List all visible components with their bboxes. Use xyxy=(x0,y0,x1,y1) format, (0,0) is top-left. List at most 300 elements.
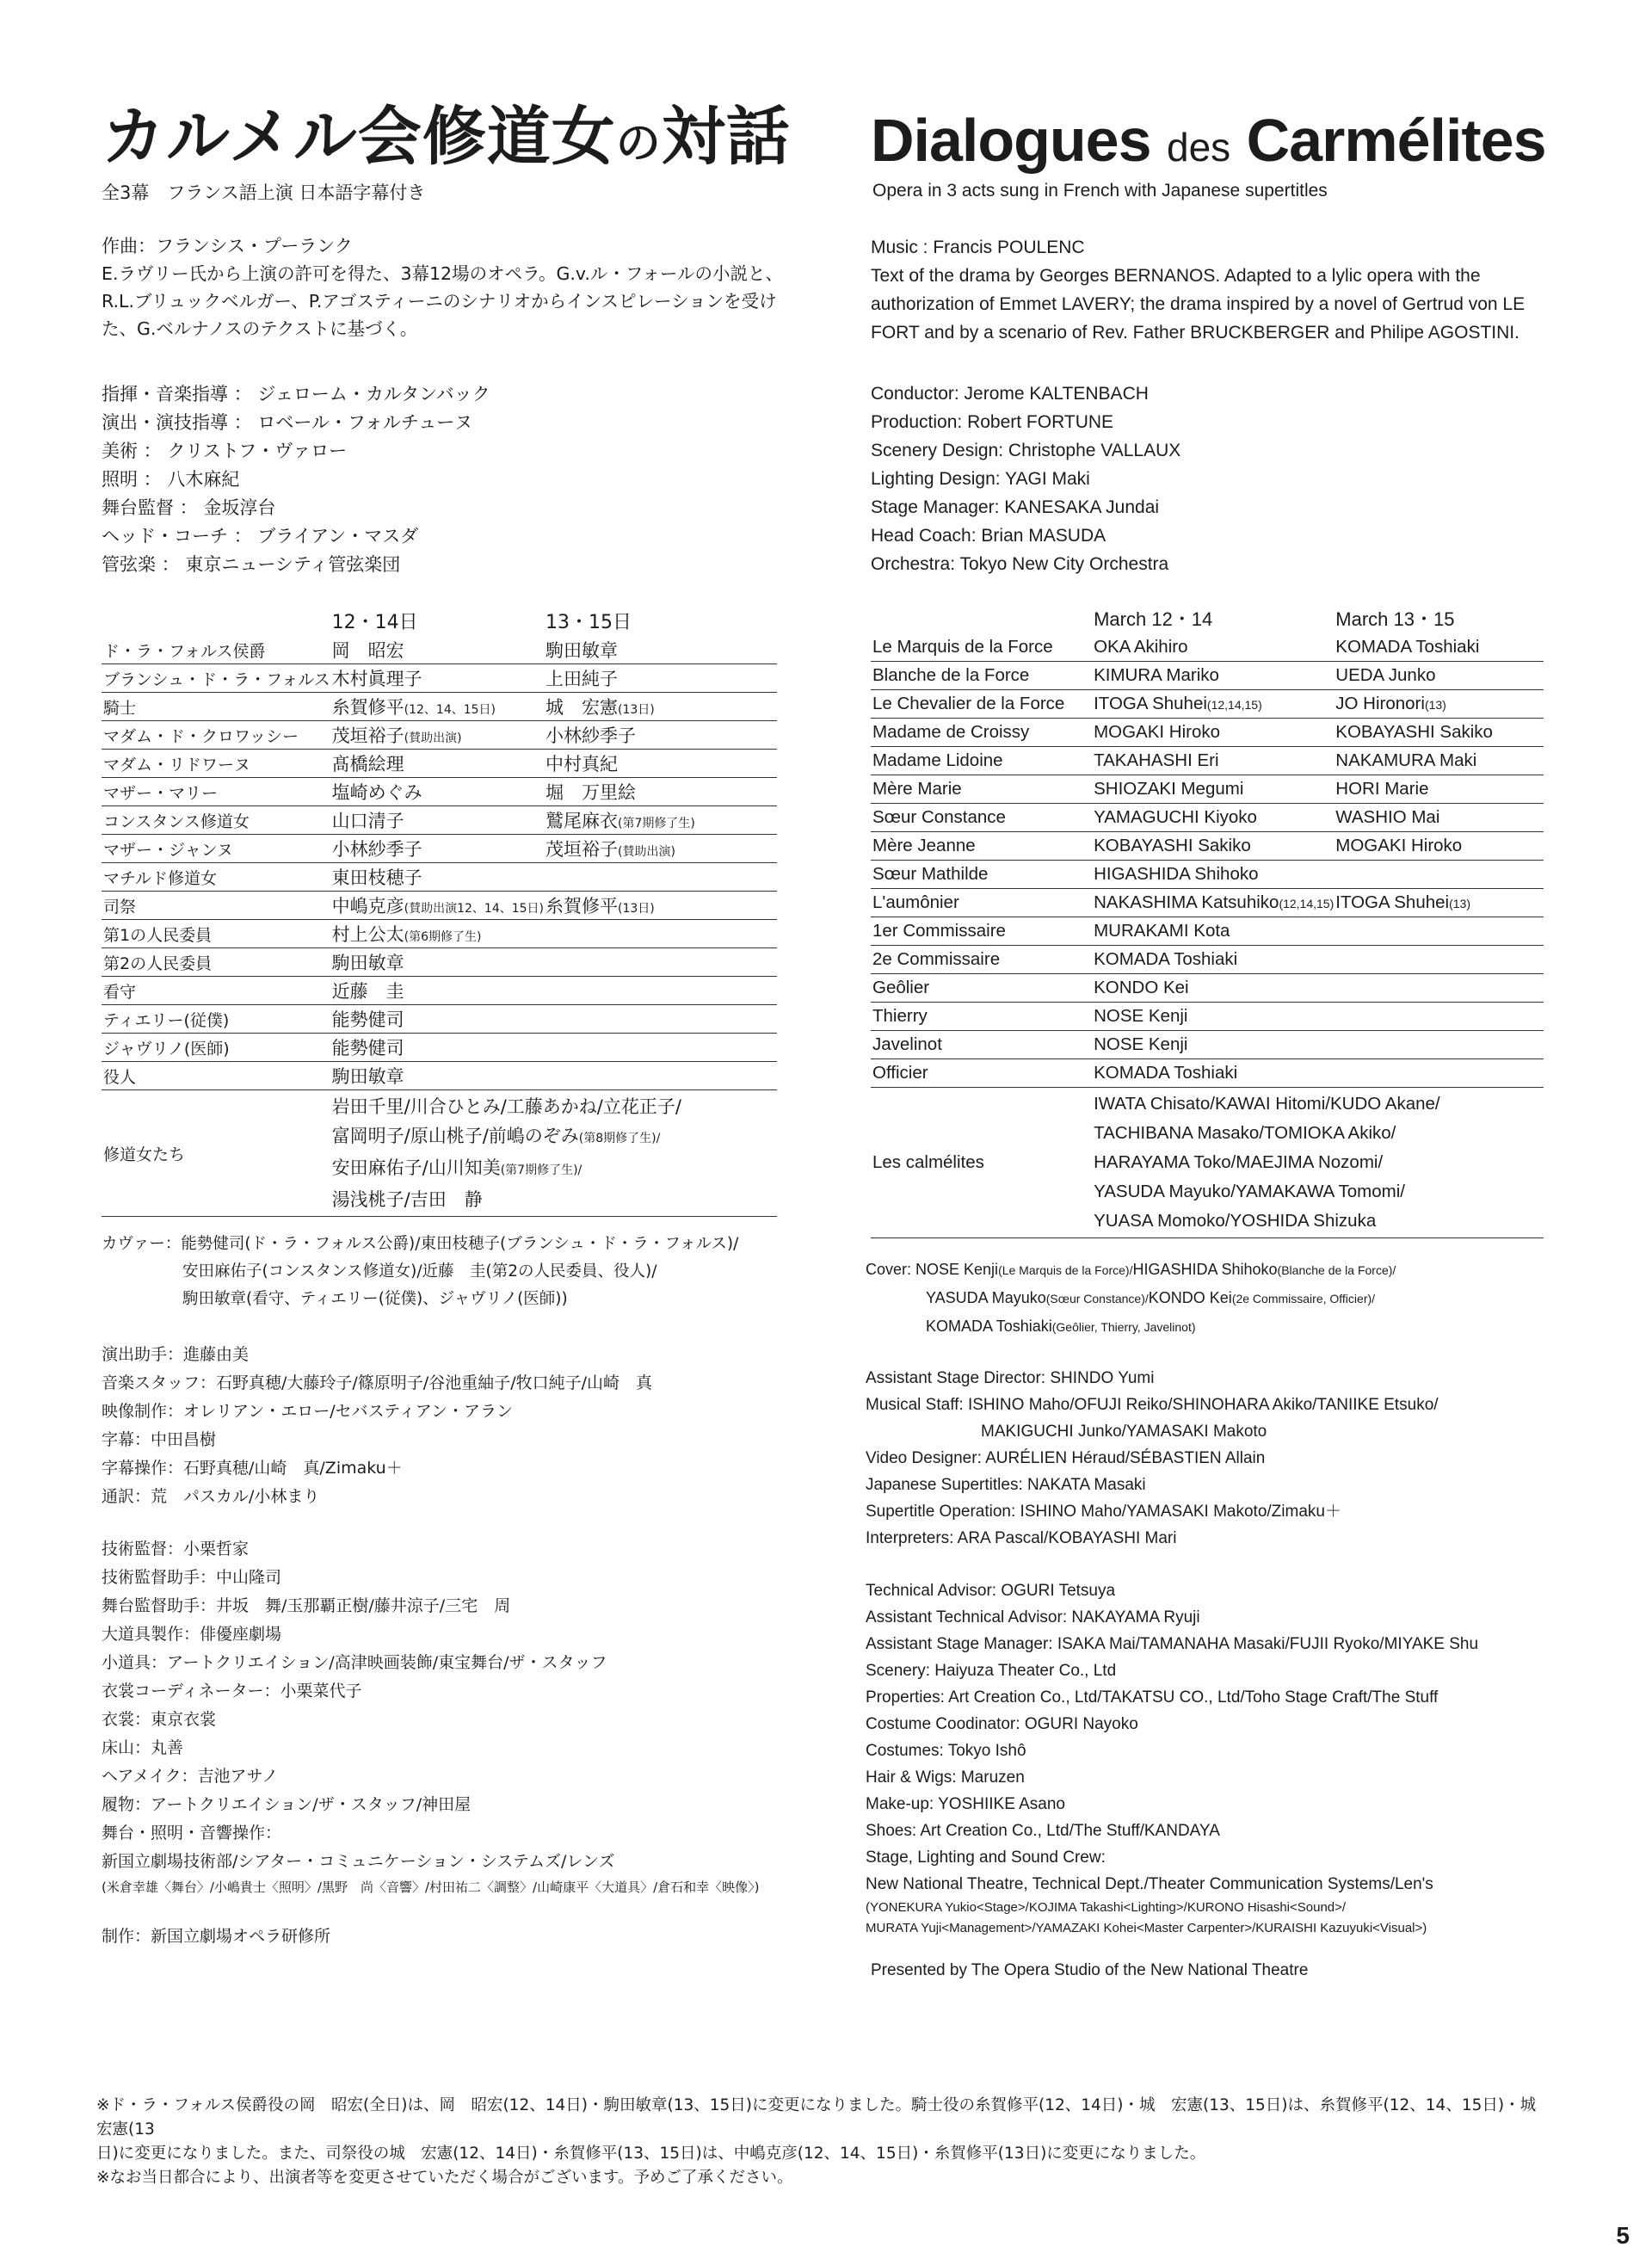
nun-line: YASUDA Mayuko/YAMAKAWA Tomomi/ xyxy=(1094,1182,1405,1201)
cast-header-cell: 13・15日 xyxy=(546,611,632,633)
staff-line: Lighting Design: YAGI Maki xyxy=(871,469,1090,489)
role-name: 第1の人民委員 xyxy=(102,920,330,948)
credit-line: 音楽スタッフ：石野真穂/大藤玲子/篠原明子/谷池重紬子/牧口純子/山崎 真 xyxy=(102,1373,653,1392)
singer-b xyxy=(544,835,777,863)
credit-line: 衣裳：東京衣裳 xyxy=(102,1710,217,1729)
cast-row xyxy=(102,1062,777,1090)
singer-name: 岡 昭宏 xyxy=(331,640,404,661)
credit-line: Japanese Supertitles: NAKATA Masaki xyxy=(866,1476,1146,1494)
credit-line: Video Designer: AURÉLIEN Héraud/SÉBASTIEN Allain xyxy=(866,1449,1266,1467)
credit-line: 通訳：荒 パスカル/小林まり xyxy=(102,1487,320,1506)
japanese-title xyxy=(102,100,791,174)
credit-line: MAKIGUCHI Junko/YAMASAKI Makoto xyxy=(981,1423,1267,1441)
singer-note: (賛助出演12、14、15日) xyxy=(404,902,545,916)
cast-row xyxy=(871,690,1544,719)
singer-a xyxy=(1092,662,1334,690)
singer-name: 中村真紀 xyxy=(546,754,619,775)
japanese-column xyxy=(102,232,790,1951)
nun-names: 湯浅桃子/吉田 静 xyxy=(331,1189,483,1210)
singer-note: (12,14,15) xyxy=(1279,897,1335,910)
credit-line: Musical Staff: ISHINO Maho/OFUJI Reiko/SHINOHARA Akiko/TANIIKE Etsuko/ xyxy=(866,1396,1439,1414)
cover-list xyxy=(102,1231,790,1313)
nun-line xyxy=(332,1121,777,1153)
credit-line: New National Theatre, Technical Dept./Theater Communication Systems/Len's xyxy=(866,1875,1433,1893)
technical-credits-en xyxy=(866,1577,1550,1898)
nuns-row xyxy=(871,1088,1544,1238)
singer-b xyxy=(1334,775,1544,804)
nuns-list xyxy=(330,1090,777,1217)
singer-a xyxy=(330,863,544,892)
singer-a xyxy=(1092,1059,1334,1088)
singer-a xyxy=(1092,690,1334,719)
production-credit: 制作：新国立劇場オペラ研修所 xyxy=(102,1927,331,1946)
staff-list xyxy=(102,380,790,579)
singer-b xyxy=(1334,1003,1544,1031)
singer-b xyxy=(544,920,777,948)
nun-note: (第7期修了生)/ xyxy=(500,1163,583,1177)
singer-name: 上田純子 xyxy=(546,669,619,689)
origin-text-en: Text of the drama by Georges BERNANOS. Adapted to a lylic opera with the authorization of Emmet LAVERY; the drama inspired by a novel of Gertrud von LE FORT and by a scenario of Rev. Father BRUCKBERGER and Philipe AGOSTINI. xyxy=(871,266,1526,343)
singer-a xyxy=(1092,1003,1334,1031)
credits-list xyxy=(102,1341,790,1511)
credit-line: 舞台・照明・音響操作： xyxy=(102,1824,282,1842)
role-name: マザー・マリー xyxy=(102,778,330,806)
crew-line: (YONEKURA Yukio<Stage>/KOJIMA Takashi<Lighting>/KURONO Hisashi<Sound>/ xyxy=(866,1900,1347,1915)
cover-name: YASUDA Mayuko xyxy=(926,1289,1046,1306)
nun-names: 岩田千里/川合ひとみ/工藤あかね/立花正子/ xyxy=(331,1096,681,1117)
staff-line: Scenery Design: Christophe VALLAUX xyxy=(871,441,1181,460)
singer-note: (12、14、15日) xyxy=(404,703,496,717)
singer-name: 小林紗季子 xyxy=(546,725,637,746)
singer-name: WASHIO Mai xyxy=(1335,807,1440,827)
singer-note: (第6期修了生) xyxy=(404,930,482,944)
staff-line: 指揮・音楽指導 ： ジェローム・カルタンバック xyxy=(102,384,490,404)
cast-row xyxy=(102,892,777,920)
singer-name: KOMADA Toshiaki xyxy=(1094,1063,1238,1083)
cover-line xyxy=(866,1284,1550,1312)
singer-name: 能勢健司 xyxy=(331,1038,404,1059)
singer-name: 小林紗季子 xyxy=(331,839,422,860)
page-number: 5 xyxy=(1616,2222,1630,2249)
singer-b xyxy=(544,750,777,778)
credit-line: 新国立劇場技術部/シアター・コミュニケーション・システムズ/レンズ xyxy=(102,1852,615,1871)
title-end: 対話 xyxy=(661,100,791,174)
singer-note: (13) xyxy=(1449,897,1470,910)
english-column xyxy=(866,234,1550,1984)
singer-a xyxy=(330,1062,544,1090)
singer-a xyxy=(1092,1031,1334,1059)
role-name: Officier xyxy=(871,1059,1092,1088)
singer-b xyxy=(544,1062,777,1090)
cast-row xyxy=(102,977,777,1005)
credit-line: Costumes: Tokyo Ishô xyxy=(866,1742,1026,1760)
cast-row xyxy=(102,693,777,721)
singer-a xyxy=(1092,633,1334,662)
english-subtitle: Opera in 3 acts sung in French with Japanese supertitles xyxy=(872,181,1328,201)
staff-line: 舞台監督 ： 金坂淳台 xyxy=(102,497,276,518)
singer-b xyxy=(544,721,777,750)
singer-a xyxy=(1092,889,1334,917)
singer-a xyxy=(330,892,544,920)
role-name: ジャヴリノ(医師) xyxy=(102,1034,330,1062)
role-name: 騎士 xyxy=(102,693,330,721)
cover-role: (2e Commissaire, Officier)/ xyxy=(1231,1292,1376,1305)
cast-header-cell: March 12・14 xyxy=(1094,608,1213,630)
cover-role: (Sœur Constance)/ xyxy=(1045,1292,1149,1305)
singer-name: OKA Akihiro xyxy=(1094,637,1188,657)
role-name: マザー・ジャンヌ xyxy=(102,835,330,863)
role-name: 1er Commissaire xyxy=(871,917,1092,946)
cast-header-cell: March 13・15 xyxy=(1335,608,1455,630)
singer-a xyxy=(330,636,544,664)
singer-name: KONDO Kei xyxy=(1094,978,1189,997)
production-credit-en: Presented by The Opera Studio of the New National Theatre xyxy=(871,1961,1309,1979)
cast-row xyxy=(102,806,777,835)
cast-row xyxy=(102,750,777,778)
singer-note: (12,14,15) xyxy=(1206,698,1262,712)
credit-line: Assistant Stage Director: SHINDO Yumi xyxy=(866,1369,1155,1387)
singer-name: KOMADA Toshiaki xyxy=(1094,949,1238,969)
staff-line: Production: Robert FORTUNE xyxy=(871,412,1114,432)
singer-name: 糸賀修平 xyxy=(331,697,404,718)
cast-table-en xyxy=(871,602,1544,1238)
footnote-line: 日)に変更になりました。また、司祭役の城 宏憲(12、14日)・糸賀修平(13、15日)は、中嶋克彦(12、14、15日)・糸賀修平(13日)に変更になりました。 xyxy=(96,2145,1206,2163)
singer-name: 塩崎めぐみ xyxy=(331,782,422,803)
singer-b xyxy=(544,1005,777,1034)
singer-b xyxy=(544,948,777,977)
singer-name: 駒田敏章 xyxy=(331,1066,404,1087)
credit-line: Make-up: YOSHIIKE Asano xyxy=(866,1795,1065,1813)
role-name: 司祭 xyxy=(102,892,330,920)
role-name: ブランシュ・ド・ラ・フォルス xyxy=(102,664,330,693)
crew-line: MURATA Yuji<Management>/YAMAZAKI Kohei<Master Carpenter>/KURAISHI Kazuyuki<Visual>) xyxy=(866,1921,1427,1935)
cover-line xyxy=(866,1256,1550,1284)
singer-name: UEDA Junko xyxy=(1335,665,1436,685)
credit-line: 演出助手：進藤由美 xyxy=(102,1345,250,1364)
cast-row xyxy=(102,835,777,863)
cast-row xyxy=(871,804,1544,832)
singer-name: HIGASHIDA Shihoko xyxy=(1094,864,1259,884)
singer-a xyxy=(330,721,544,750)
singer-b xyxy=(1334,719,1544,747)
cast-row xyxy=(871,1031,1544,1059)
role-name: Mère Jeanne xyxy=(871,832,1092,861)
staff-line: Stage Manager: KANESAKA Jundai xyxy=(871,497,1160,517)
cover-line: 安田麻佑子(コンスタンス修道女)/近藤 圭(第2の人民委員、役人)/ xyxy=(182,1262,657,1281)
cast-row xyxy=(871,1059,1544,1088)
singer-note: (13日) xyxy=(618,703,655,717)
singer-b xyxy=(544,636,777,664)
credit-line: Assistant Stage Manager: ISAKA Mai/TAMANAHA Masaki/FUJII Ryoko/MIYAKE Shu xyxy=(866,1635,1479,1653)
japanese-subtitle: 全3幕 フランス語上演 日本語字幕付き xyxy=(102,182,426,203)
singer-note: (賛助出演) xyxy=(404,731,462,745)
singer-a xyxy=(1092,917,1334,946)
singer-b xyxy=(544,863,777,892)
role-name: ド・ラ・フォルス侯爵 xyxy=(102,636,330,664)
cast-row xyxy=(871,917,1544,946)
nun-line: HARAYAMA Toko/MAEJIMA Nozomi/ xyxy=(1094,1152,1384,1172)
singer-name: JO Hironori xyxy=(1335,694,1425,713)
singer-name: 近藤 圭 xyxy=(331,981,404,1002)
crew-names: (米倉幸雄〈舞台〉/小嶋貴士〈照明〉/黒野 尚〈音響〉/村田祐二〈調整〉/山崎康平〈大道具〉/倉石和幸〈映像〉) xyxy=(102,1879,760,1895)
credit-line: 大道具製作：俳優座劇場 xyxy=(102,1625,282,1644)
cover-line: 駒田敏章(看守、ティエリー(従僕)、ジャヴリノ(医師)) xyxy=(182,1290,568,1308)
singer-b xyxy=(1334,832,1544,861)
english-title xyxy=(871,107,1546,174)
cast-row xyxy=(871,662,1544,690)
credit-line: 小道具：アートクリエイション/高津映画装飾/東宝舞台/ザ・スタッフ xyxy=(102,1653,607,1672)
role-name: Mère Marie xyxy=(871,775,1092,804)
cast-row xyxy=(871,889,1544,917)
cover-name: HIGASHIDA Shihoko xyxy=(1132,1261,1278,1278)
staff-line: 演出・演技指導 ： ロベール・フォルチューヌ xyxy=(102,412,473,433)
composer: 作曲：フランシス・プーランク xyxy=(102,236,353,256)
singer-a xyxy=(330,693,544,721)
cast-row xyxy=(102,721,777,750)
singer-name: KOMADA Toshiaki xyxy=(1335,637,1480,657)
title-c: Carmélites xyxy=(1246,107,1546,174)
credit-line: 床山：丸善 xyxy=(102,1738,184,1757)
role-name: 役人 xyxy=(102,1062,330,1090)
singer-a xyxy=(330,1005,544,1034)
singer-name: KIMURA Mariko xyxy=(1094,665,1219,685)
singer-a xyxy=(330,664,544,693)
cover-line: カヴァー：能勢健司(ド・ラ・フォルス公爵)/東田枝穂子(ブランシュ・ド・ラ・フォルス)/ xyxy=(102,1235,739,1253)
role-name: マダム・リドワーヌ xyxy=(102,750,330,778)
title-main: カルメル会修道女 xyxy=(102,100,616,174)
role-name: Le Marquis de la Force xyxy=(871,633,1092,662)
cast-row xyxy=(102,778,777,806)
staff-line: 管弦楽 ： 東京ニューシティ管弦楽団 xyxy=(102,554,401,575)
title-particle: の xyxy=(615,118,662,170)
cover-role: (Le Marquis de la Force)/ xyxy=(998,1263,1133,1277)
cast-row xyxy=(871,832,1544,861)
role-name: 看守 xyxy=(102,977,330,1005)
credit-line: 履物：アートクリエイション/ザ・スタッフ/神田屋 xyxy=(102,1795,472,1814)
singer-name: ITOGA Shuhei xyxy=(1335,892,1450,912)
role-name: Thierry xyxy=(871,1003,1092,1031)
singer-a xyxy=(1092,832,1334,861)
nun-note: (第8期修了生)/ xyxy=(578,1132,661,1145)
singer-name: NAKASHIMA Katsuhiko xyxy=(1094,892,1279,912)
credit-line: 技術監督：小栗哲家 xyxy=(102,1540,250,1558)
singer-a xyxy=(1092,719,1334,747)
cover-role: (Blanche de la Force)/ xyxy=(1277,1263,1396,1277)
cast-row xyxy=(102,636,777,664)
singer-a xyxy=(330,948,544,977)
role-name: Les calmélites xyxy=(871,1088,1092,1238)
singer-a xyxy=(330,977,544,1005)
singer-b xyxy=(544,693,777,721)
staff-line: Conductor: Jerome KALTENBACH xyxy=(871,384,1149,404)
credit-line: Technical Advisor: OGURI Tetsuya xyxy=(866,1582,1116,1600)
title-a: Dialogues xyxy=(871,107,1151,174)
role-name: 2e Commissaire xyxy=(871,946,1092,974)
singer-name: 能勢健司 xyxy=(331,1009,404,1030)
cast-row xyxy=(102,1005,777,1034)
role-name: コンスタンス修道女 xyxy=(102,806,330,835)
singer-name: NOSE Kenji xyxy=(1094,1034,1188,1054)
staff-line: 美術 ： クリストフ・ヴァロー xyxy=(102,441,348,461)
cover-role: (Geôlier, Thierry, Javelinot) xyxy=(1051,1320,1196,1334)
cast-row xyxy=(871,974,1544,1003)
cast-header-row xyxy=(871,602,1544,633)
cast-row xyxy=(102,920,777,948)
role-name: Javelinot xyxy=(871,1031,1092,1059)
singer-name: HORI Marie xyxy=(1335,779,1429,799)
role-name: Geôlier xyxy=(871,974,1092,1003)
credits-list-en xyxy=(866,1365,1550,1552)
role-name: Le Chevalier de la Force xyxy=(871,690,1092,719)
staff-line: 照明 ： 八木麻紀 xyxy=(102,469,240,490)
singer-name: 駒田敏章 xyxy=(331,953,404,973)
footnote-line: ※なお当日都合により、出演者等を変更させていただく場合がございます。予めご了承ください。 xyxy=(96,2169,793,2187)
singer-name: TAKAHASHI Eri xyxy=(1094,750,1219,770)
role-name: Madame de Croissy xyxy=(871,719,1092,747)
singer-name: 糸賀修平 xyxy=(546,896,619,917)
cast-row xyxy=(871,946,1544,974)
credit-line: Assistant Technical Advisor: NAKAYAMA Ryuji xyxy=(866,1608,1200,1626)
staff-line: Orchestra: Tokyo New City Orchestra xyxy=(871,554,1169,574)
credit-line: ヘアメイク：吉池アサノ xyxy=(102,1767,279,1786)
singer-name: 髙橋絵理 xyxy=(331,754,404,775)
credit-line: 舞台監督助手：井坂 舞/玉那覇正樹/藤井涼子/三宅 周 xyxy=(102,1596,511,1615)
cast-row xyxy=(871,747,1544,775)
singer-b xyxy=(1334,633,1544,662)
singer-name: 木村眞理子 xyxy=(331,669,422,689)
singer-name: KOBAYASHI Sakiko xyxy=(1335,722,1493,742)
singer-name: SHIOZAKI Megumi xyxy=(1094,779,1244,799)
crew-names-en xyxy=(866,1898,1550,1939)
cast-row xyxy=(102,664,777,693)
singer-name: NOSE Kenji xyxy=(1094,1006,1188,1026)
credit-line: Interpreters: ARA Pascal/KOBAYASHI Mari xyxy=(866,1529,1177,1547)
singer-b xyxy=(1334,1031,1544,1059)
role-name: Sœur Mathilde xyxy=(871,861,1092,889)
role-name: 第2の人民委員 xyxy=(102,948,330,977)
cast-row xyxy=(102,863,777,892)
cast-row xyxy=(871,861,1544,889)
role-name: Madame Lidoine xyxy=(871,747,1092,775)
cast-header-cell xyxy=(102,605,330,636)
cover-name: KONDO Kei xyxy=(1148,1289,1232,1306)
cast-table xyxy=(102,605,777,1217)
credit-line: Scenery: Haiyuza Theater Co., Ltd xyxy=(866,1662,1117,1680)
singer-name: KOBAYASHI Sakiko xyxy=(1094,836,1251,855)
singer-name: YAMAGUCHI Kiyoko xyxy=(1094,807,1257,827)
role-name: Sœur Constance xyxy=(871,804,1092,832)
singer-a xyxy=(330,778,544,806)
role-name: マチルド修道女 xyxy=(102,863,330,892)
singer-name: ITOGA Shuhei xyxy=(1094,694,1207,713)
singer-b xyxy=(544,806,777,835)
singer-name: 鷲尾麻衣 xyxy=(546,811,619,831)
cover-name: KOMADA Toshiaki xyxy=(926,1318,1052,1335)
credit-line: Stage, Lighting and Sound Crew: xyxy=(866,1849,1106,1867)
music-credit: Music : Francis POULENC xyxy=(871,238,1085,257)
credit-line: Properties: Art Creation Co., Ltd/TAKATSU CO., Ltd/Toho Stage Craft/The Stuff xyxy=(866,1688,1439,1707)
role-name: Blanche de la Force xyxy=(871,662,1092,690)
singer-a xyxy=(330,806,544,835)
singer-name: 東田枝穂子 xyxy=(331,867,422,888)
singer-b xyxy=(1334,917,1544,946)
singer-note: (13日) xyxy=(618,902,655,916)
singer-a xyxy=(1092,804,1334,832)
nun-names: 富岡明子/原山桃子/前嶋のぞみ xyxy=(331,1126,579,1146)
title-b: des xyxy=(1166,125,1231,170)
singer-b xyxy=(544,1034,777,1062)
singer-a xyxy=(330,750,544,778)
singer-b xyxy=(1334,747,1544,775)
singer-a xyxy=(330,835,544,863)
cast-row xyxy=(102,948,777,977)
credit-line: 技術監督助手：中山隆司 xyxy=(102,1568,282,1587)
singer-a xyxy=(330,920,544,948)
nun-line xyxy=(332,1185,777,1214)
singer-name: 村上公太 xyxy=(331,924,404,945)
singer-b xyxy=(544,778,777,806)
cast-row xyxy=(871,633,1544,662)
cast-row xyxy=(871,719,1544,747)
singer-b xyxy=(544,892,777,920)
cover-line xyxy=(866,1312,1550,1341)
credit-line: 字幕：中田昌樹 xyxy=(102,1430,217,1449)
cast-header-row xyxy=(102,605,777,636)
cast-row xyxy=(102,1034,777,1062)
singer-a xyxy=(1092,946,1334,974)
footnote-line: ※ド・ラ・フォルス侯爵役の岡 昭宏(全日)は、岡 昭宏(12、14日)・駒田敏章(13、15日)に変更になりました。騎士役の糸賀修平(12、14日)・城 宏憲(13、15日)は、糸賀修平(12、14、15日)・城 宏憲(13 xyxy=(96,2096,1552,2139)
singer-a xyxy=(1092,775,1334,804)
singer-name: 城 宏憲 xyxy=(546,697,619,718)
nuns-list xyxy=(1092,1088,1544,1238)
role-name: 修道女たち xyxy=(102,1090,330,1217)
singer-b xyxy=(1334,1059,1544,1088)
credit-line: Shoes: Art Creation Co., Ltd/The Stuff/KANDAYA xyxy=(866,1822,1220,1840)
technical-credits xyxy=(102,1535,790,1876)
singer-b xyxy=(1334,662,1544,690)
singer-name: 茂垣裕子 xyxy=(331,725,404,746)
cast-header-cell: 12・14日 xyxy=(331,611,418,633)
singer-b xyxy=(544,977,777,1005)
singer-name: MOGAKI Hiroko xyxy=(1335,836,1463,855)
nun-line: IWATA Chisato/KAWAI Hitomi/KUDO Akane/ xyxy=(1094,1094,1440,1114)
singer-b xyxy=(1334,889,1544,917)
singer-b xyxy=(1334,861,1544,889)
credit-line: 映像制作：オレリアン・エロー/セバスティアン・アラン xyxy=(102,1402,513,1421)
singer-a xyxy=(330,1034,544,1062)
singer-a xyxy=(1092,861,1334,889)
cast-header-cell xyxy=(871,602,1092,633)
role-name: L'aumônier xyxy=(871,889,1092,917)
credit-line: Costume Coodinator: OGURI Nayoko xyxy=(866,1715,1138,1733)
role-name: マダム・ド・クロワッシー xyxy=(102,721,330,750)
singer-b xyxy=(1334,974,1544,1003)
singer-name: NAKAMURA Maki xyxy=(1335,750,1477,770)
singer-note: (13) xyxy=(1424,698,1446,712)
nun-line: YUASA Momoko/YOSHIDA Shizuka xyxy=(1094,1211,1377,1231)
singer-name: 山口清子 xyxy=(331,811,404,831)
nun-line: TACHIBANA Masako/TOMIOKA Akiko/ xyxy=(1094,1123,1396,1143)
singer-b xyxy=(1334,946,1544,974)
singer-a xyxy=(1092,747,1334,775)
credit-line: 字幕操作：石野真穂/山崎 真/Zimaku＋ xyxy=(102,1459,403,1478)
credit-line: 衣裳コーディネーター：小栗菜代子 xyxy=(102,1682,362,1700)
singer-b xyxy=(1334,690,1544,719)
singer-name: MOGAKI Hiroko xyxy=(1094,722,1221,742)
footnote xyxy=(96,2094,1550,2190)
credit-line: Hair & Wigs: Maruzen xyxy=(866,1768,1025,1787)
staff-line: Head Coach: Brian MASUDA xyxy=(871,526,1106,546)
